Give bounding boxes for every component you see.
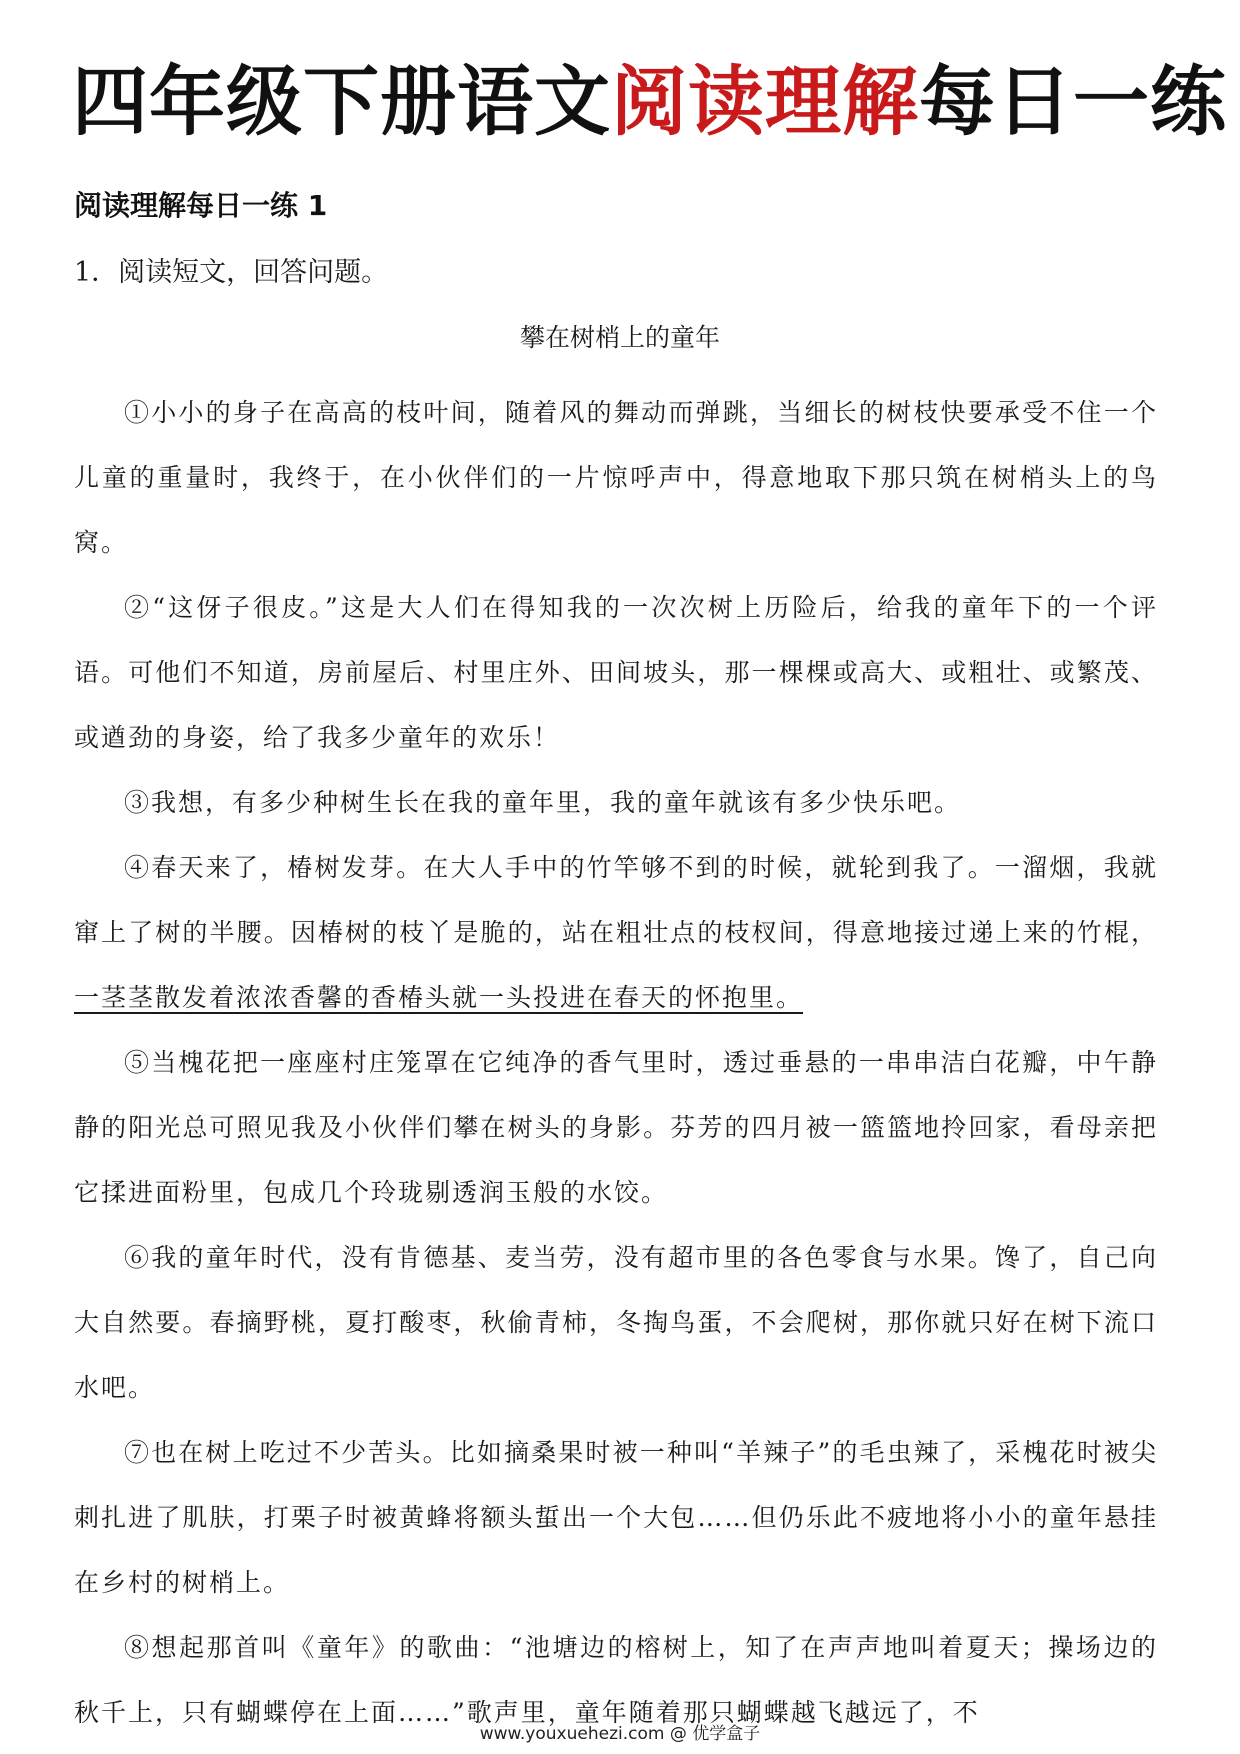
paragraph-4-text: ④春天来了，椿树发芽。在大人手中的竹竿够不到的时候，就轮到我了。一溜烟，我就窜上了树的半腰。因椿树的枝丫是脆的，站在粗壮点的枝杈间，得意地接过递上来的竹棍， — [74, 853, 1158, 947]
underlined-sentence: 一茎茎散发着浓浓香馨的香椿头就一头投进在春天的怀抱里。 — [74, 983, 804, 1012]
question-instruction: 1．阅读短文，回答问题。 — [74, 257, 389, 288]
paragraph-2: ②“这伢子很皮。”这是大人们在得知我的一次次树上历险后，给我的童年下的一个评语。可他们不知道，房前屋后、村里庄外、田间坡头，那一棵棵或高大、或粗壮、或繁茂、或遒劲的身姿，给了我多少童年的欢乐！ — [74, 593, 1158, 752]
title-part1: 四年级下册语文 — [72, 57, 611, 146]
story-title: 攀在树梢上的童年 — [519, 323, 720, 352]
paragraph-7: ⑦也在树上吃过不少苦头。比如摘桑果时被一种叫“羊辣子”的毛虫辣了，采槐花时被尖刺扎进了肌肤，打栗子时被黄蜂将额头蜇出一个大包……但仍乐此不疲地将小小的童年悬挂在乡村的树梢上。 — [74, 1438, 1158, 1597]
story-body — [74, 380, 1158, 1745]
paragraph-6: ⑥我的童年时代，没有肯德基、麦当劳，没有超市里的各色零食与水果。馋了，自己向大自然要。春摘野桃，夏打酸枣，秋偷青柿，冬掏鸟蛋，不会爬树，那你就只好在树下流口水吧。 — [74, 1243, 1158, 1402]
paragraph-5: ⑤当槐花把一座座村庄笼罩在它纯净的香气里时，透过垂悬的一串串洁白花瓣，中午静静的阳光总可照见我及小伙伴们攀在树头的身影。芬芳的四月被一篮篮地拎回家，看母亲把它揉进面粉里，包成几个玲珑剔透润玉般的水饺。 — [74, 1048, 1158, 1207]
section-title: 阅读理解每日一练 1 — [74, 189, 328, 222]
footer-watermark: www.youxuehezi.com @ 优学盒子 — [479, 1724, 761, 1744]
title-highlight: 阅读理解 — [611, 57, 919, 146]
paragraph-3: ③我想，有多少种树生长在我的童年里，我的童年就该有多少快乐吧。 — [124, 788, 962, 817]
paragraph-4 — [74, 835, 1158, 1030]
title-part2: 每日一练 — [919, 57, 1227, 146]
paragraph-1: ①小小的身子在高高的枝叶间，随着风的舞动而弹跳，当细长的树枝快要承受不住一个儿童的重量时，我终于，在小伙伴们的一片惊呼声中，得意地取下那只筑在树梢头上的鸟窝。 — [74, 398, 1158, 557]
paragraph-8: ⑧想起那首叫《童年》的歌曲：“池塘边的榕树上，知了在声声地叫着夏天；操场边的秋千上，只有蝴蝶停在上面……”歌声里，童年随着那只蝴蝶越飞越远了，不 — [74, 1633, 1158, 1727]
page-title — [72, 52, 1227, 152]
